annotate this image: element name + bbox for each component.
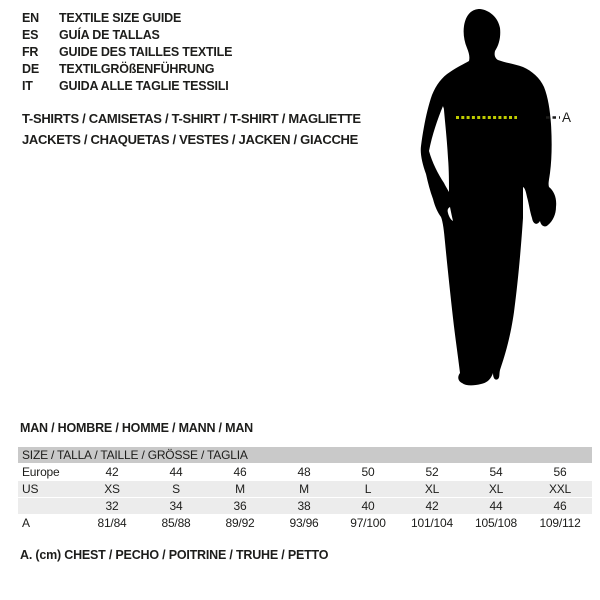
table-row-chest — [18, 515, 592, 531]
man-silhouette — [421, 9, 556, 385]
language-title: GUÍA DE TALLAS — [59, 28, 160, 42]
size-cell: S — [172, 482, 180, 496]
size-cell: 32 — [105, 499, 119, 513]
row-label: US — [22, 482, 39, 496]
section-title-man: MAN / HOMBRE / HOMME / MANN / MAN — [20, 421, 253, 435]
language-guide-list — [22, 10, 232, 95]
size-cell: 97/100 — [350, 516, 386, 530]
size-cell: 46 — [233, 465, 247, 479]
size-cell: 93/96 — [289, 516, 319, 530]
row-label — [18, 498, 80, 514]
size-cell: 36 — [233, 499, 247, 513]
size-cell: 81/84 — [97, 516, 127, 530]
row-label: A — [22, 516, 30, 530]
size-cell: 38 — [297, 499, 311, 513]
language-row-it — [22, 78, 232, 95]
language-title: TEXTILGRÖßENFÜHRUNG — [59, 62, 215, 76]
category-jackets: JACKETS / CHAQUETAS / VESTES / JACKEN / GIACCHE — [22, 132, 358, 147]
size-cell: XS — [104, 482, 120, 496]
size-cell: 56 — [553, 465, 567, 479]
size-cell: 54 — [489, 465, 503, 479]
size-cell: 42 — [425, 499, 439, 513]
language-code: FR — [22, 45, 39, 59]
size-cell: 109/112 — [539, 516, 581, 530]
table-row-numeric — [18, 498, 592, 514]
size-cell: XL — [424, 482, 440, 496]
size-cell: 34 — [169, 499, 183, 513]
man-silhouette-figure — [410, 0, 580, 400]
size-cell: XXL — [548, 482, 572, 496]
language-code: IT — [22, 79, 33, 93]
measurement-label: A — [562, 110, 572, 125]
size-cell: L — [364, 482, 372, 496]
size-cell: 44 — [169, 465, 183, 479]
language-code: EN — [22, 11, 39, 25]
size-cell: M — [235, 482, 245, 496]
size-cell: 85/88 — [161, 516, 191, 530]
language-title: GUIDA ALLE TAGLIE TESSILI — [59, 79, 229, 93]
size-table-header: SIZE / TALLA / TAILLE / GRÖSSE / TAGLIA — [18, 447, 592, 463]
table-row-europe — [18, 464, 592, 480]
size-cell: 50 — [361, 465, 375, 479]
row-label: Europe — [22, 465, 60, 479]
size-cell: 42 — [105, 465, 119, 479]
size-cell: 40 — [361, 499, 375, 513]
size-cell: 46 — [553, 499, 567, 513]
size-cell: 52 — [425, 465, 439, 479]
language-code: DE — [22, 62, 39, 76]
language-title: GUIDE DES TAILLES TEXTILE — [59, 45, 233, 59]
language-title: TEXTILE SIZE GUIDE — [59, 11, 182, 25]
language-row-de — [22, 61, 232, 78]
size-cell: 44 — [489, 499, 503, 513]
language-row-es — [22, 27, 232, 44]
size-cell: 48 — [297, 465, 311, 479]
garment-categories — [22, 108, 361, 150]
language-row-fr — [22, 44, 232, 61]
size-cell: 101/104 — [411, 516, 453, 530]
size-cell: M — [299, 482, 309, 496]
size-table — [18, 447, 592, 532]
category-tshirts: T-SHIRTS / CAMISETAS / T-SHIRT / T-SHIRT / MAGLIETTE — [22, 111, 361, 126]
size-cell: 105/108 — [475, 516, 517, 530]
size-cell: 89/92 — [225, 516, 255, 530]
size-cell: XL — [488, 482, 504, 496]
language-row-en — [22, 10, 232, 27]
language-code: ES — [22, 28, 39, 42]
measurement-footnote: A. (cm) CHEST / PECHO / POITRINE / TRUHE / PETTO — [20, 548, 329, 562]
table-row-us — [18, 481, 592, 497]
